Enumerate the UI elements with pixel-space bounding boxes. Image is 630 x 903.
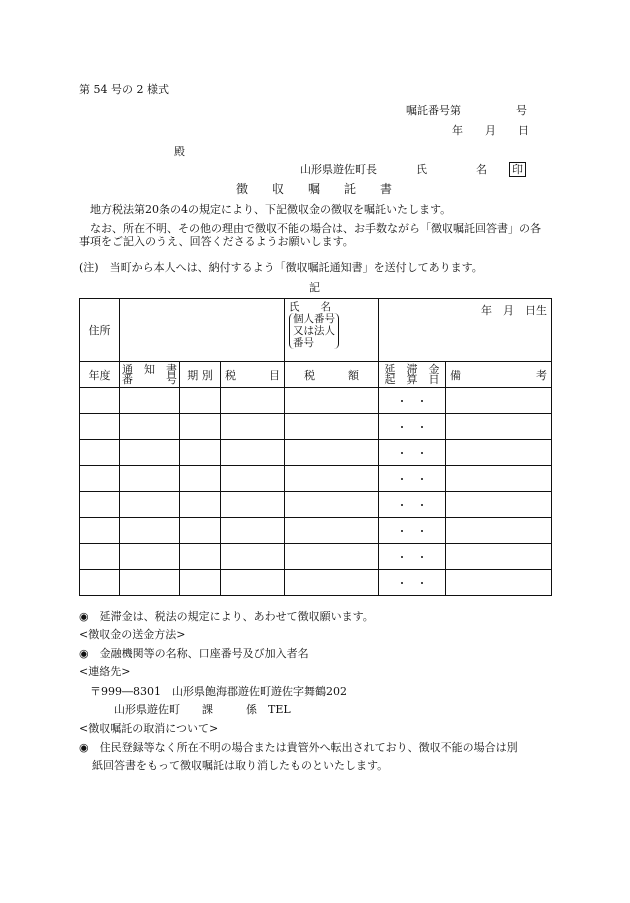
cell-notice-number: [120, 492, 180, 518]
birth-date-label: 年 月 日生: [481, 304, 548, 317]
contact-address: 〒999―8301 山形県飽海郡遊佐町遊佐字舞鶴202: [90, 685, 347, 698]
cell-tax-amount: [285, 570, 379, 596]
document-title: 徴 収 嘱 託 書: [236, 182, 393, 196]
col-tax-amount: 税 額: [285, 362, 379, 388]
col-year: 年度: [80, 362, 120, 388]
cell-year: [80, 518, 120, 544]
date-line: 年 月 日: [452, 124, 529, 137]
table-row: [80, 544, 552, 570]
name-id-cell: [285, 299, 379, 362]
table-row: [80, 518, 552, 544]
seal-mark: [509, 162, 526, 177]
cell-remarks: [446, 492, 552, 518]
cell-year: [80, 466, 120, 492]
paragraph-1: 地方税法第20条の4の規定により、下記徴収金の徴収を嘱託いたします。: [79, 203, 452, 216]
cell-remarks: [446, 466, 552, 492]
cell-remarks: [446, 440, 552, 466]
note: (注) 当町から本人へは、納付するよう「徴収嘱託通知書」を送付してあります。: [79, 261, 483, 274]
id-label-line-2: 又は法人: [293, 325, 336, 337]
cell-period: [180, 492, 221, 518]
cell-year: [80, 388, 120, 414]
cell-period: [180, 570, 221, 596]
remit-heading: <徴収金の送金方法>: [79, 628, 186, 641]
id-label-line-3: 番号: [293, 337, 315, 349]
cell-late-fee-start: ・・: [379, 570, 446, 596]
col-notice-line-2: 番 号: [122, 372, 177, 386]
col-remarks-right: 考: [536, 368, 548, 382]
form-number: 第 54 号の 2 様式: [79, 83, 169, 96]
cell-tax-amount: [285, 492, 379, 518]
column-header-row: [80, 362, 552, 388]
col-remarks: [446, 362, 552, 388]
cancel-line-1: ◉ 住民登録等なく所在不明の場合または貴管外へ転出されており、徴収不能の場合は別: [79, 741, 518, 754]
address-label: 住所: [80, 299, 120, 362]
birth-date-cell: [379, 299, 552, 362]
cell-late-fee-start: ・・: [379, 492, 446, 518]
cell-tax-item: [221, 466, 285, 492]
cell-period: [180, 544, 221, 570]
cell-tax-amount: [285, 388, 379, 414]
cell-tax-amount: [285, 518, 379, 544]
ki-heading: 記: [309, 281, 320, 294]
col-late-fee-start: [379, 362, 446, 388]
cell-period: [180, 440, 221, 466]
taxpayer-row: [80, 299, 552, 362]
cell-remarks: [446, 388, 552, 414]
address-value: [120, 299, 285, 362]
late-fee-note: ◉ 延滞金は、税法の規定により、あわせて徴収願います。: [79, 610, 374, 623]
cell-late-fee-start: ・・: [379, 440, 446, 466]
cell-remarks: [446, 518, 552, 544]
cell-period: [180, 466, 221, 492]
cell-tax-item: [221, 492, 285, 518]
cell-tax-item: [221, 544, 285, 570]
table-row: [80, 466, 552, 492]
col-notice-line-1: 通 知 書: [122, 362, 177, 376]
cell-tax-amount: [285, 544, 379, 570]
id-label: [289, 313, 339, 349]
name-label: 氏 名: [289, 301, 332, 313]
id-label-line-1: 個人番号: [293, 313, 336, 325]
cell-tax-amount: [285, 440, 379, 466]
cell-notice-number: [120, 544, 180, 570]
cell-notice-number: [120, 570, 180, 596]
cell-tax-item: [221, 440, 285, 466]
col-remarks-left: 備: [450, 368, 462, 382]
cell-late-fee-start: ・・: [379, 466, 446, 492]
cell-year: [80, 570, 120, 596]
cell-notice-number: [120, 440, 180, 466]
contact-office: 山形県遊佐町 課 係 TEL: [114, 703, 291, 716]
col-late-line-2: 起 算 日: [384, 372, 440, 386]
col-late-line-1: 延 滞 金: [384, 362, 440, 376]
cell-notice-number: [120, 388, 180, 414]
cell-late-fee-start: ・・: [379, 388, 446, 414]
cell-late-fee-start: ・・: [379, 518, 446, 544]
cell-remarks: [446, 414, 552, 440]
cancel-heading: <徴収嘱託の取消について>: [79, 722, 219, 735]
addressee-suffix: 殿: [174, 145, 185, 158]
col-notice-number: [120, 362, 180, 388]
collection-table: [79, 298, 552, 596]
cell-tax-item: [221, 518, 285, 544]
paragraph-2: なお、所在不明、その他の理由で徴収不能の場合は、お手数ながら「徴収嘱託回答書」の各事項をご記入のうえ、回答くださるようお願いします。: [79, 222, 541, 248]
cell-late-fee-start: ・・: [379, 414, 446, 440]
cell-notice-number: [120, 414, 180, 440]
remit-item: ◉ 金融機関等の名称、口座番号及び加入者名: [79, 647, 309, 660]
cell-year: [80, 440, 120, 466]
commission-number: 嘱託番号第 号: [406, 104, 527, 117]
issuer: 山形県遊佐町長: [300, 163, 377, 176]
name-label-1: 氏: [416, 163, 427, 176]
cell-remarks: [446, 544, 552, 570]
table-row: [80, 570, 552, 596]
cell-tax-amount: [285, 466, 379, 492]
col-period: 期 別: [180, 362, 221, 388]
table-row: [80, 414, 552, 440]
cell-tax-item: [221, 414, 285, 440]
cell-year: [80, 492, 120, 518]
cell-year: [80, 544, 120, 570]
cell-remarks: [446, 570, 552, 596]
table-row: [80, 440, 552, 466]
name-label-2: 名: [476, 163, 487, 176]
cell-period: [180, 518, 221, 544]
cell-late-fee-start: ・・: [379, 544, 446, 570]
seal-text: 印: [509, 162, 526, 177]
cell-notice-number: [120, 518, 180, 544]
cell-tax-item: [221, 388, 285, 414]
cell-year: [80, 414, 120, 440]
cell-tax-item: [221, 570, 285, 596]
cancel-line-2: 紙回答書をもって徴収嘱託は取り消したものといたします。: [92, 759, 389, 772]
col-tax-item: 税 目: [221, 362, 285, 388]
cell-notice-number: [120, 466, 180, 492]
contact-heading: <連絡先>: [79, 665, 131, 678]
cell-period: [180, 388, 221, 414]
cell-period: [180, 414, 221, 440]
table-row: [80, 388, 552, 414]
cell-tax-amount: [285, 414, 379, 440]
table-row: [80, 492, 552, 518]
